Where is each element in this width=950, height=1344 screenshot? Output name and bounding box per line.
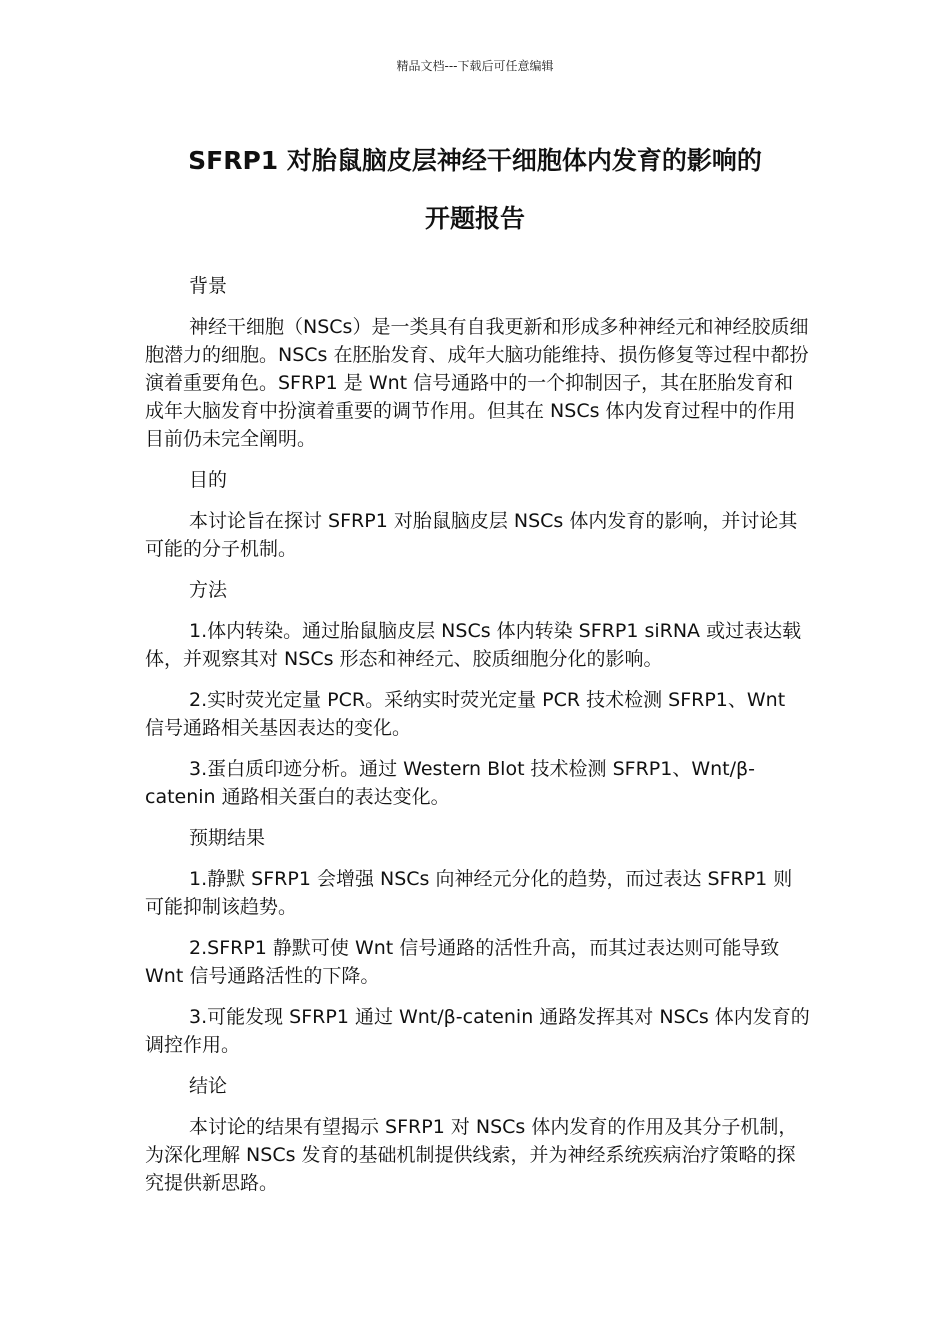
- expected-item-3: 3.可能发现 SFRP1 通过 Wnt/β-catenin 通路发挥其对 NSCs 体内发育的调控作用。: [145, 1006, 810, 1056]
- purpose-paragraph: 本讨论旨在探讨 SFRP1 对胎鼠脑皮层 NSCs 体内发育的影响，并讨论其可能的分子机制。: [145, 510, 798, 560]
- document-body: [145, 272, 810, 1210]
- methods-item-1: 1.体内转染。通过胎鼠脑皮层 NSCs 体内转染 SFRP1 siRNA 或过表达载体，并观察其对 NSCs 形态和神经元、胶质细胞分化的影响。: [145, 620, 802, 670]
- background-heading: 背景: [189, 275, 228, 297]
- expected-item-2: 2.SFRP1 静默可使 Wnt 信号通路的活性升高，而其过表达则可能导致 Wnt 信号通路活性的下降。: [145, 937, 780, 987]
- header-note: 精品文档---下载后可任意编辑: [396, 59, 554, 73]
- expected-item-1: 1.静默 SFRP1 会增强 NSCs 向神经元分化的趋势，而过表达 SFRP1 则可能抑制该趋势。: [145, 868, 793, 918]
- methods-item-2: 2.实时荧光定量 PCR。采纳实时荧光定量 PCR 技术检测 SFRP1、Wnt 信号通路相关基因表达的变化。: [145, 689, 786, 739]
- expected-results-heading: 预期结果: [189, 827, 266, 849]
- methods-item-3: 3.蛋白质印迹分析。通过 Western Blot 技术检测 SFRP1、Wnt/β-catenin 通路相关蛋白的表达变化。: [145, 758, 755, 808]
- methods-heading: 方法: [189, 579, 228, 601]
- conclusion-heading: 结论: [189, 1075, 228, 1097]
- purpose-heading: 目的: [189, 469, 228, 491]
- title-line-1: SFRP1 对胎鼠脑皮层神经干细胞体内发育的影响的: [188, 146, 762, 175]
- document-title: [120, 132, 830, 248]
- background-paragraph: 神经干细胞（NSCs）是一类具有自我更新和形成多种神经元和神经胶质细胞潜力的细胞。NSCs 在胚胎发育、成年大脑功能维持、损伤修复等过程中都扮演着重要角色。SFRP1 是 Wnt 信号通路中的一个抑制因子，其在胚胎发育和成年大脑发育中扮演着重要的调节作用。但其在 NSCs 体内发育过程中的作用目前仍未完全阐明。: [145, 316, 809, 450]
- title-line-2: 开题报告: [424, 204, 525, 233]
- conclusion-paragraph: 本讨论的结果有望揭示 SFRP1 对 NSCs 体内发育的作用及其分子机制，为深化理解 NSCs 发育的基础机制提供线索，并为神经系统疾病治疗策略的探究提供新思路。: [145, 1116, 798, 1194]
